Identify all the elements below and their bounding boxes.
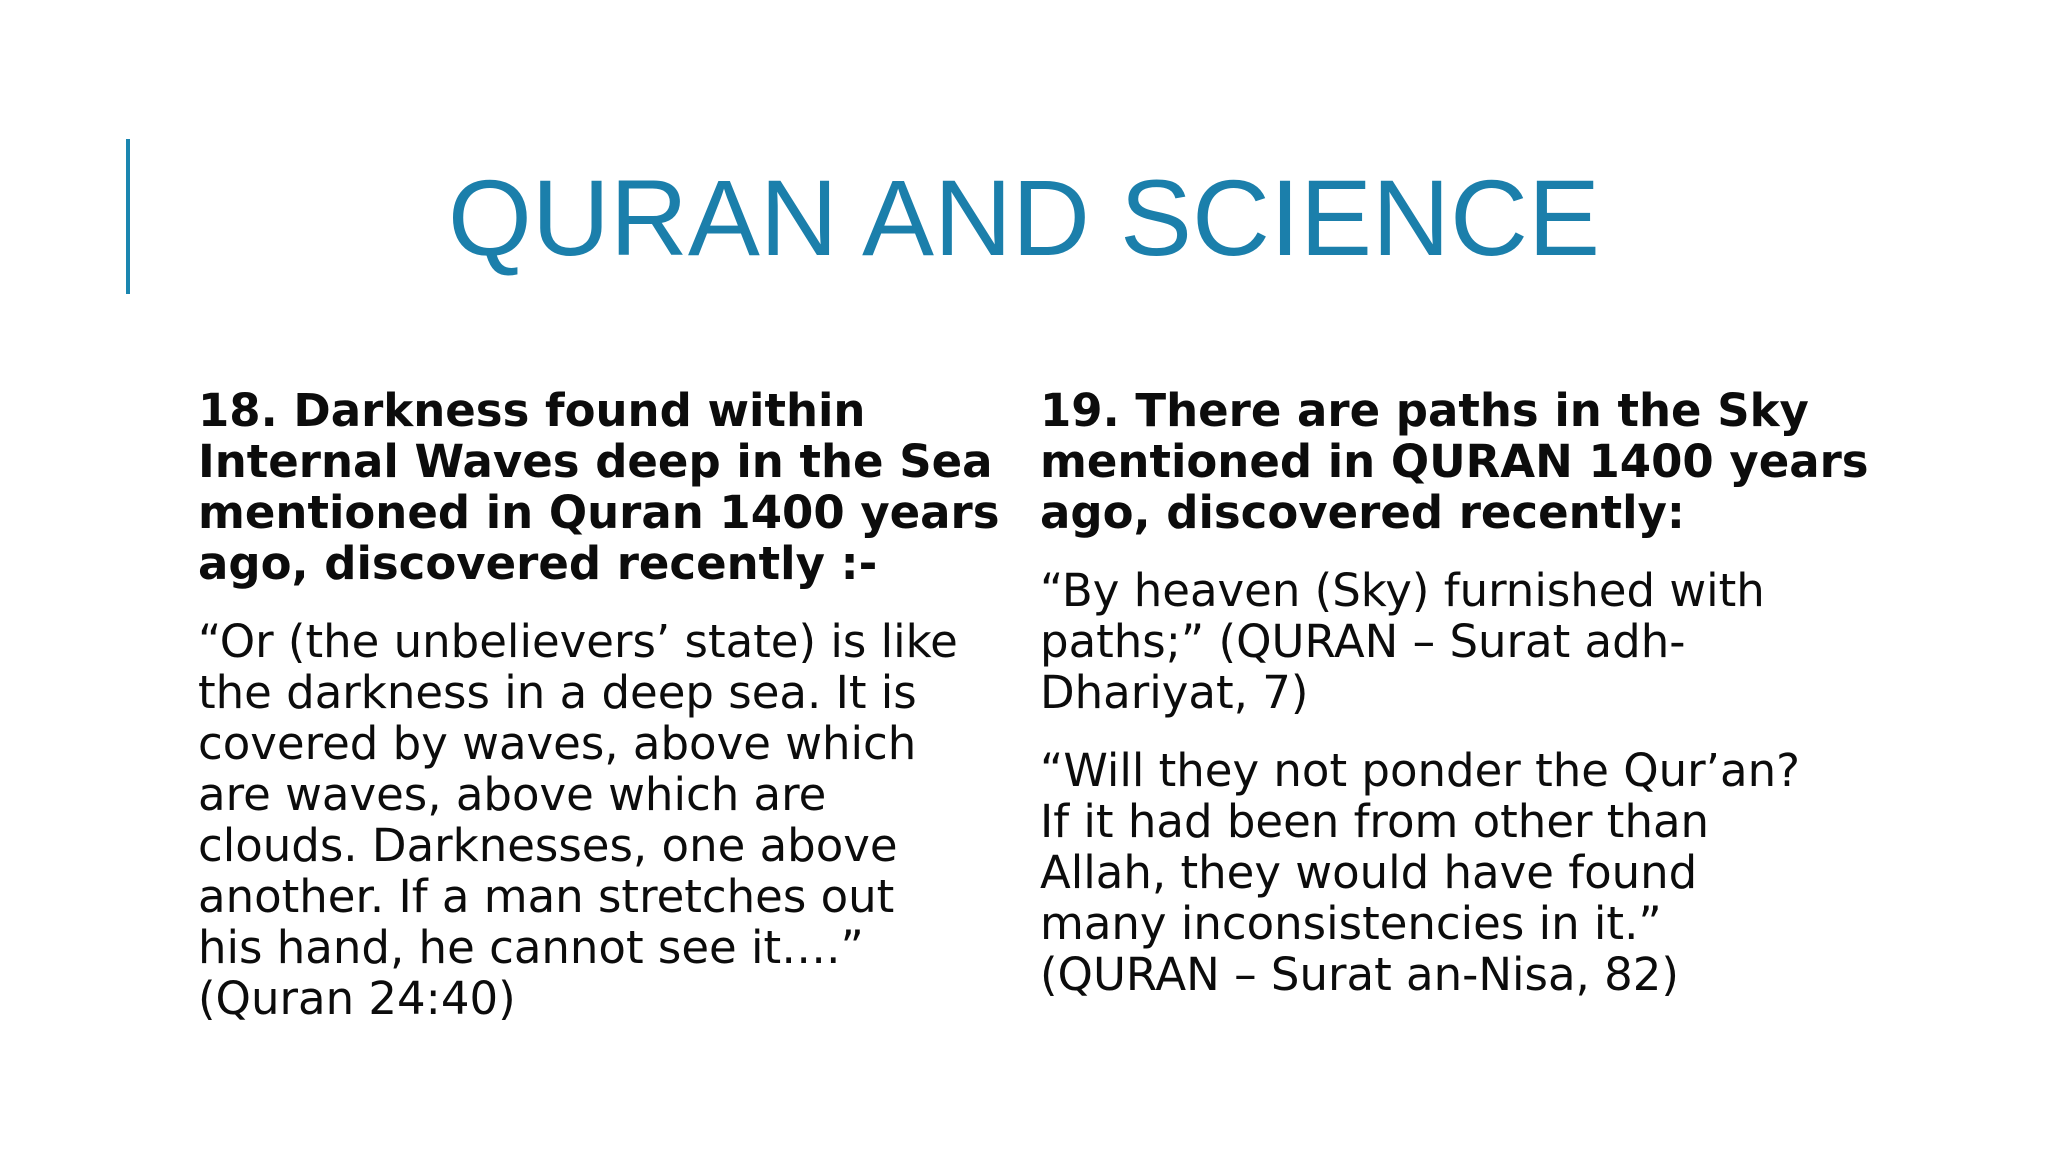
right-quote-1 [1040,565,1840,718]
left-heading [198,385,998,589]
left-heading-line: Internal Waves deep in the Sea [198,435,993,488]
left-quote [198,616,998,1024]
left-quote-line: (Quran 24:40) [198,972,516,1025]
left-quote-line: covered by waves, above which [198,717,917,770]
left-heading-line: 18. Darkness found within [198,384,866,437]
slide-title: QURAN AND SCIENCE [447,157,1601,278]
left-quote-line: the darkness in a deep sea. It is [198,666,917,719]
right-quote-1-line: “By heaven (Sky) furnished with [1040,564,1765,617]
right-quote-2-line: If it had been from other than [1040,795,1710,848]
right-quote-2-line: many inconsistencies in it.” [1040,897,1662,950]
right-quote-1-line: paths;” (QURAN – Surat adh- [1040,615,1686,668]
left-quote-line: “Or (the unbelievers’ state) is like [198,615,958,668]
right-column [1040,384,1869,1027]
right-quote-2-line: (QURAN – Surat an-Nisa, 82) [1040,948,1679,1001]
right-quote-2 [1040,745,1840,1000]
left-heading-line: ago, discovered recently :- [198,537,878,590]
left-quote-line: another. If a man stretches out [198,870,895,923]
right-quote-1-line: Dhariyat, 7) [1040,666,1309,719]
left-quote-line: his hand, he cannot see it….” [198,921,864,974]
left-heading-line: mentioned in Quran 1400 years [198,486,1000,539]
right-quote-2-line: “Will they not ponder the Qur’an? [1040,744,1800,797]
right-heading-line: mentioned in QURAN 1400 years [1040,435,1869,488]
right-heading-line: ago, discovered recently: [1040,486,1685,539]
left-quote-line: clouds. Darknesses, one above [198,819,898,872]
right-heading-line: 19. There are paths in the Sky [1040,384,1809,437]
left-column [198,385,998,1051]
right-quote-2-line: Allah, they would have found [1040,846,1698,899]
right-heading [1040,384,1869,539]
left-quote-line: are waves, above which are [198,768,827,821]
